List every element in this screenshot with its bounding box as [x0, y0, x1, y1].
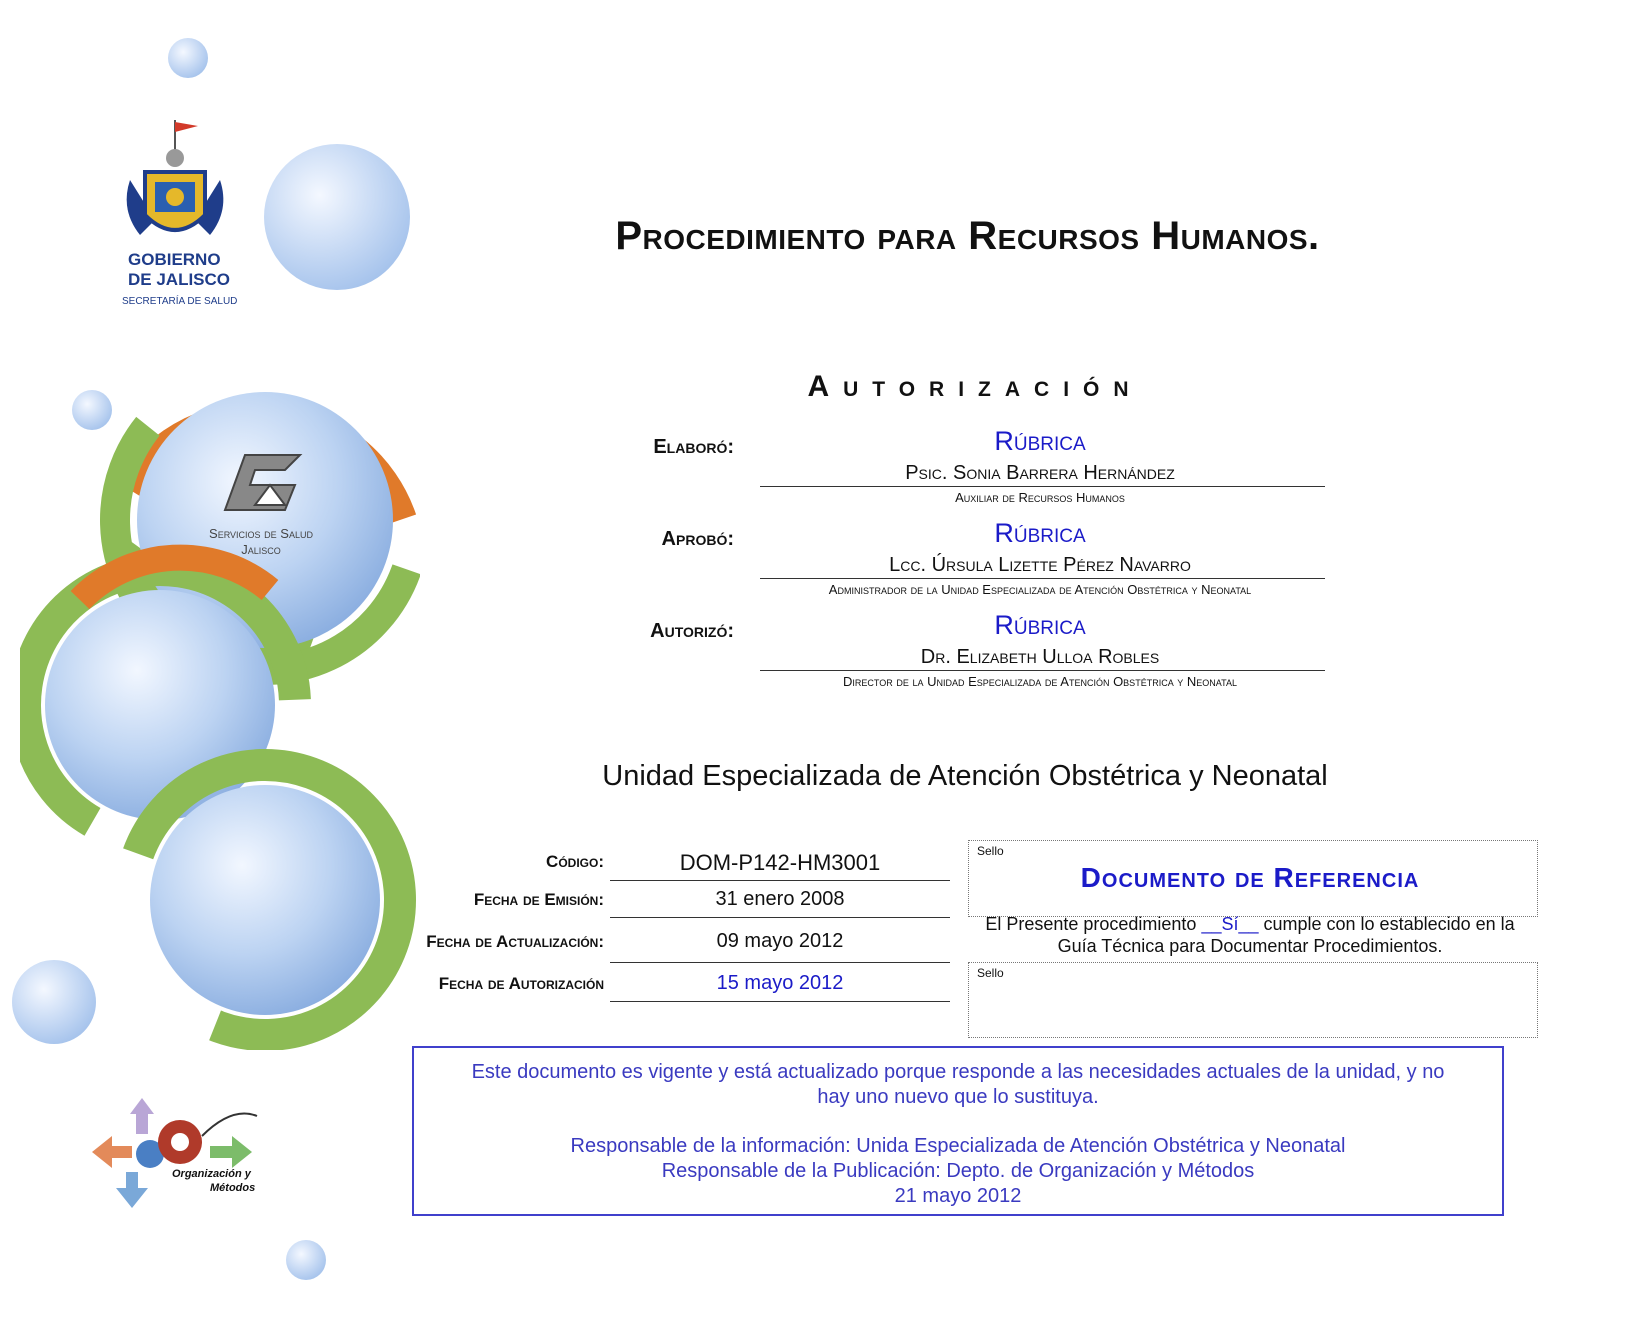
field-line: [610, 880, 950, 881]
autorizo-name: Dr. Elizabeth Ulloa Robles: [920, 646, 1160, 668]
note-resp-pub: Responsable de la Publicación: Depto. de Organización y Métodos: [661, 1160, 1255, 1182]
ssj-logo-text-1: Servicios de Salud: [209, 526, 313, 541]
note-line2: hay uno nuevo que lo sustituya.: [817, 1086, 1099, 1108]
autorizo-position: Director de la Unidad Especializada de Atención Obstétrica y Neonatal: [843, 674, 1237, 689]
cumple-value: __Sí__: [1201, 914, 1259, 934]
fecha-actualizacion-label: Fecha de Actualización:: [426, 932, 604, 951]
page-title: Procedimiento para Recursos Humanos.: [615, 214, 1320, 258]
validity-note: [412, 1046, 1504, 1216]
fecha-autorizacion-label: Fecha de Autorización: [438, 974, 604, 993]
note-line1: Este documento es vigente y está actualizado porque responde a las necesidades actuales de la unidad, y no: [471, 1061, 1445, 1083]
elaboro-position: Auxiliar de Recursos Humanos: [955, 490, 1125, 505]
decor-bubble: [286, 1240, 326, 1280]
signature-line: [760, 670, 1325, 671]
codigo-label: Código:: [546, 852, 604, 871]
fecha-emision-label: Fecha de Emisión:: [473, 890, 604, 909]
fecha-emision-value: 31 enero 2008: [715, 888, 845, 910]
elaboro-name: Psic. Sonia Barrera Hernández: [905, 462, 1175, 484]
ssj-logo-icon: [215, 450, 305, 515]
cumple-before: El Presente procedimiento: [985, 914, 1202, 934]
signature-line: [760, 578, 1325, 579]
gov-line2: DE JALISCO: [128, 270, 231, 289]
aprobo-name: Lcc. Úrsula Lizette Pérez Navarro: [889, 554, 1191, 576]
field-line: [610, 917, 950, 918]
reference-title: Documento de Referencia: [1080, 862, 1420, 893]
decor-bubble: [168, 38, 208, 78]
field-line: [610, 1001, 950, 1002]
elaboro-signature: Rúbrica: [994, 426, 1086, 456]
sello-label: Sello: [977, 844, 1004, 858]
gobierno-jalisco-logo: [110, 110, 240, 310]
note-resp-info: Responsable de la información: Unida Especializada de Atención Obstétrica y Neonatal: [570, 1135, 1346, 1157]
om-logo-text-1: Organización y: [172, 1168, 251, 1180]
gov-sub: SECRETARÍA DE SALUD: [122, 296, 238, 307]
ssj-logo-text-2: Jalisco: [241, 542, 281, 557]
autorizo-label: Autorizó:: [650, 620, 734, 642]
aprobo-position: Administrador de la Unidad Especializada de Atención Obstétrica y Neonatal: [828, 582, 1252, 597]
sello2-label: Sello: [977, 966, 1004, 980]
cumple-statement: [965, 913, 1535, 957]
aprobo-signature: Rúbrica: [994, 518, 1086, 548]
om-logo-text-2: Métodos: [210, 1182, 256, 1194]
authorization-heading: Autorización: [807, 370, 1143, 403]
cumple-line2: Guía Técnica para Documentar Procedimientos.: [1057, 936, 1443, 956]
stamp-box-bottom: [968, 962, 1538, 1038]
elaboro-label: Elaboró:: [653, 436, 734, 458]
field-line: [610, 962, 950, 963]
autorizo-signature: Rúbrica: [994, 610, 1086, 640]
fecha-autorizacion-value: 15 mayo 2012: [716, 972, 844, 994]
codigo-value: DOM-P142-HM3001: [679, 850, 881, 875]
note-date: 21 mayo 2012: [894, 1185, 1022, 1207]
unit-name: Unidad Especializada de Atención Obstétrica y Neonatal: [602, 760, 1328, 792]
cumple-after: cumple con lo establecido en la: [1258, 914, 1515, 934]
fecha-actualizacion-value: 09 mayo 2012: [716, 930, 844, 952]
gov-line1: GOBIERNO: [128, 250, 221, 269]
signature-line: [760, 486, 1325, 487]
aprobo-label: Aprobó:: [661, 528, 734, 550]
